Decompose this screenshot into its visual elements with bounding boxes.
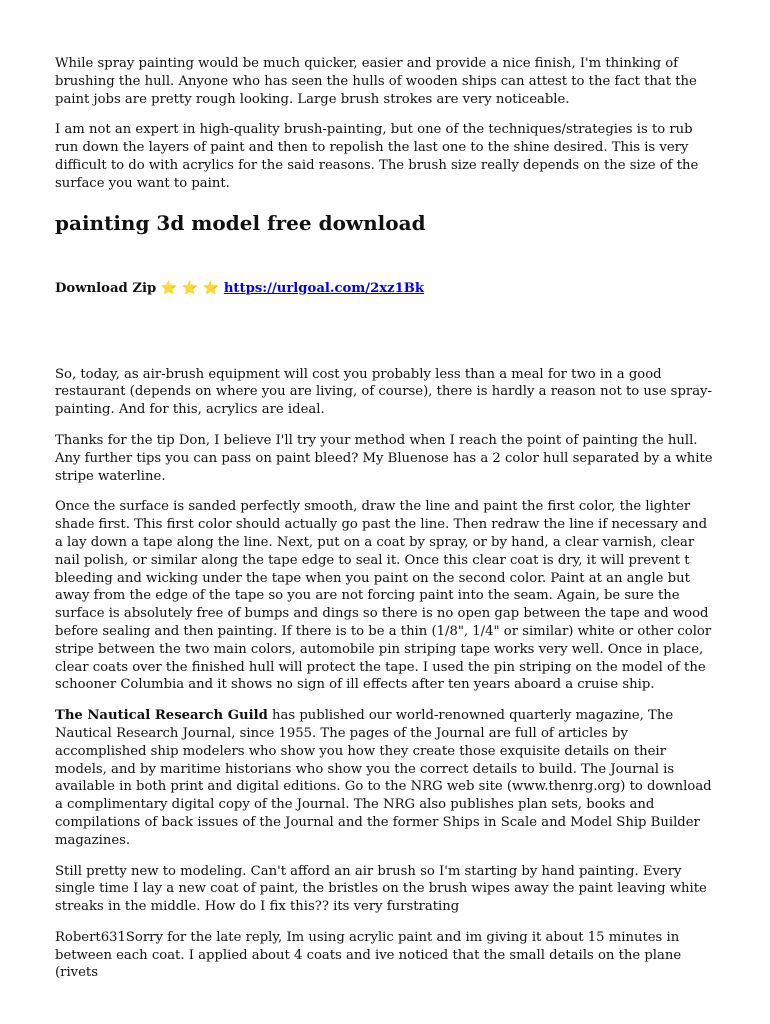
download-link[interactable]: https://urlgoal.com/2xz1Bk	[223, 280, 425, 296]
paragraph-surface-steps: Once the surface is sanded perfectly smooth, draw the line and paint the first color, the lighter shade first. This first color should actually go past the line. Then redraw the line if necessary and a lay down a tape along the line. Next, put on a coat by spray, or by hand, a clear varnish, clear nail polish, or similar along the tape edge to seal it. Once this clear coat is dry, it will prevent t bleeding and wicking under the tape when you paint on the second color. Paint at an angle but away from the edge of the tape so you are not forcing paint into the seam. Again, be sure the surface is absolutely free of bumps and dings so there is no open gap between the tape and wood before sealing and then painting. If there is to be a thin (1/8", 1/4" or similar) white or other color stripe between the two main colors, automobile pin striping tape works very well. Once in place, clear coats over the finished hull will protect the tape. I used the pin striping on the model of the schooner Columbia and it shows no sign of ill effects after ten years aboard a cruise ship.	[55, 499, 712, 693]
paragraph-tip-don: Thanks for the tip Don, I believe I'll try your method when I reach the point of painting the hull. Any further tips you can pass on paint bleed? My Bluenose has a 2 color hull separated by a white stripe waterline.	[55, 432, 713, 484]
paragraph-hand-painting: Still pretty new to modeling. Can't afford an air brush so I'm starting by hand painting. Every single time I lay a new coat of paint, the bristles on the brush wipes away the paint leaving white streaks in the middle. How do I fix this?? its very furstrating	[55, 863, 707, 915]
nrg-description: has published our world-renowned quarterly magazine, The Nautical Research Journal, since 1955. The pages of the Journal are full of articles by accomplished ship modelers who show you how they create those exquisite details on their models, and by maritime historians who show you the correct details to build. The Journal is available in both print and digital editions. Go to the NRG web site (www.thenrg.org) to download a complimentary digital copy of the Journal. The NRG also publishes plan sets, books and compilations of back issues of the Journal and the former Ships in Scale and Model Ship Builder magazines.	[55, 708, 712, 848]
paragraph-spray-vs-brush: While spray painting would be much quicker, easier and provide a nice finish, I'm thinking of brushing the hull. Anyone who has seen the hulls of wooden ships can attest to the fact that the paint jobs are pretty rough looking. Large brush strokes are very noticeable.	[55, 56, 697, 107]
paragraph-brush-technique: I am not an expert in high-quality brush-painting, but one of the techniques/strategies is to rub run down the layers of paint and then to repolish the last one to the shine desired. This is very difficult to do with acrylics for the said reasons. The brush size really depends on the size of the surface you want to paint.	[55, 122, 699, 191]
page-heading: painting 3d model free download	[55, 210, 426, 235]
paragraph-robert-reply: Robert631Sorry for the late reply, Im using acrylic paint and im giving it about 15 minutes in between each coat. I applied about 4 coats and ive noticed that the small details on the plane (rivets	[55, 929, 682, 981]
nrg-name: The Nautical Research Guild	[55, 708, 268, 724]
download-line	[55, 280, 717, 298]
paragraph-nrg	[55, 707, 717, 849]
star-icons: ⭐ ⭐ ⭐	[160, 280, 220, 296]
download-label: Download Zip	[55, 280, 157, 296]
document-page	[55, 55, 717, 995]
paragraph-airbrush: So, today, as air-brush equipment will cost you probably less than a meal for two in a good restaurant (depends on where you are living, of course), there is hardly a reason not to use spray-painting. And for this, acrylics are ideal.	[55, 366, 712, 418]
